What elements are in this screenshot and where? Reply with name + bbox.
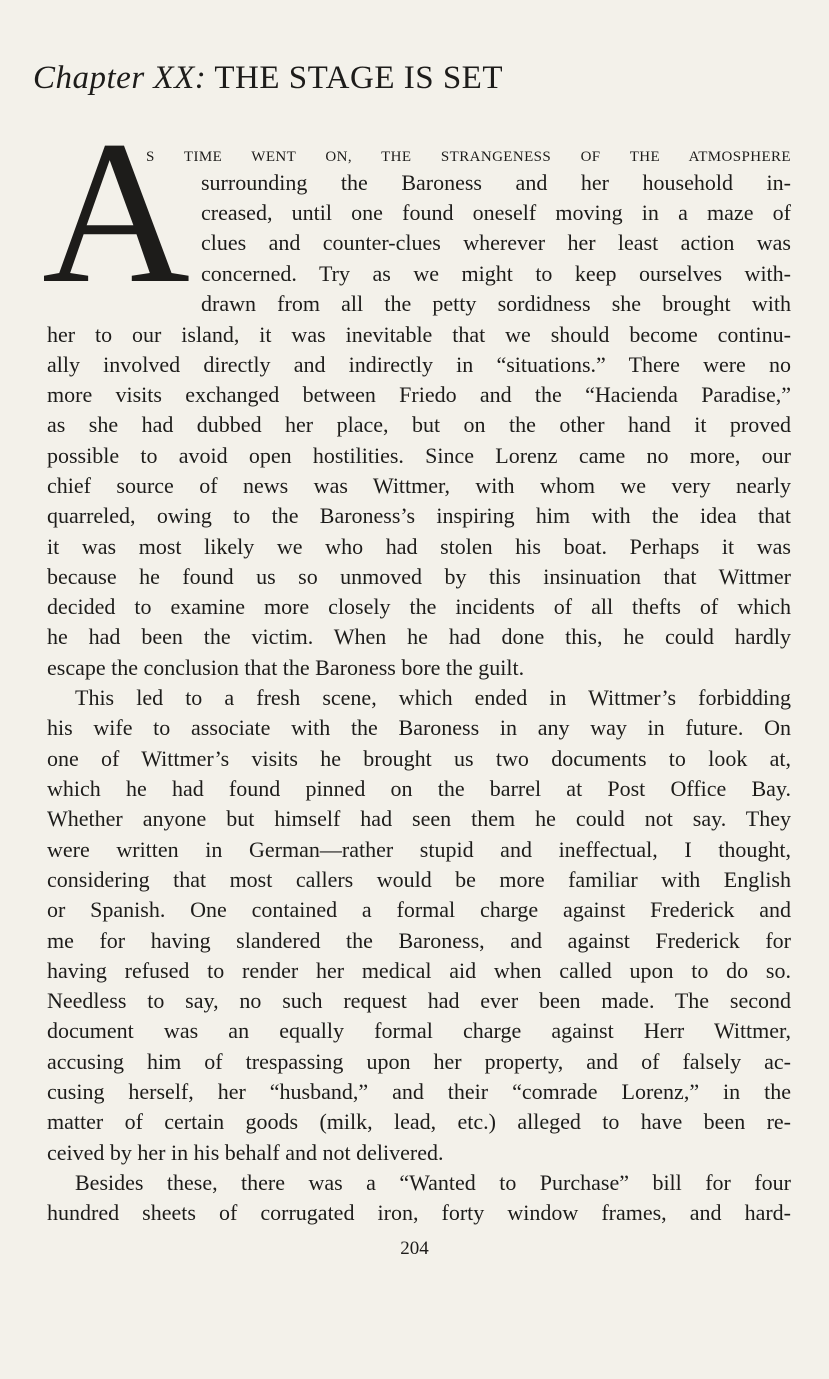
text-line: matter of certain goods (milk, lead, etc.) alleged to have been re- (47, 1109, 791, 1134)
chapter-heading (33, 56, 503, 100)
text-line: Needless to say, no such request had ever been made. The second (47, 988, 791, 1013)
text-line: document was an equally formal charge against Herr Wittmer, (47, 1018, 791, 1043)
text-line: cusing herself, her “husband,” and their “comrade Lorenz,” in the (47, 1079, 791, 1104)
text-line: considering that most callers would be more familiar with English (47, 867, 791, 892)
text-line: Whether anyone but himself had seen them he could not say. They (47, 806, 791, 831)
text-line: concerned. Try as we might to keep ourselves with- (201, 261, 791, 286)
text-line: as she had dubbed her place, but on the other hand it proved (47, 412, 791, 437)
chapter-title: THE STAGE IS SET (214, 60, 503, 96)
text-line: possible to avoid open hostilities. Since Lorenz came no more, our (47, 443, 791, 468)
text-line: clues and counter-clues wherever her least action was (201, 230, 791, 255)
opening-small-caps-line: S TIME WENT ON, THE STRANGENESS OF THE ATMOSPHERE (146, 149, 791, 165)
text-line: her to our island, it was inevitable that we should become continu- (47, 322, 791, 347)
chapter-label: Chapter XX: (33, 60, 207, 96)
text-line: or Spanish. One contained a formal charge against Frederick and (47, 897, 791, 922)
text-line: ally involved directly and indirectly in “situations.” There were no (47, 352, 791, 377)
drop-cap: A (42, 99, 191, 326)
text-line: Besides these, there was a “Wanted to Purchase” bill for four (75, 1170, 791, 1195)
text-line: were written in German—rather stupid and ineffectual, I thought, (47, 837, 791, 862)
text-line: accusing him of trespassing upon her property, and of falsely ac- (47, 1049, 791, 1074)
text-line: escape the conclusion that the Baroness bore the guilt. (47, 655, 525, 680)
text-line: drawn from all the petty sordidness she brought with (201, 291, 791, 316)
text-line: one of Wittmer’s visits he brought us two documents to look at, (47, 746, 791, 771)
text-line: decided to examine more closely the incidents of all thefts of which (47, 594, 791, 619)
text-line: having refused to render her medical aid when called upon to do so. (47, 958, 791, 983)
text-line: me for having slandered the Baroness, and against Frederick for (47, 928, 791, 953)
text-line: ceived by her in his behalf and not delivered. (47, 1140, 444, 1165)
text-line: it was most likely we who had stolen his boat. Perhaps it was (47, 534, 791, 559)
text-line: quarreled, owing to the Baroness’s inspiring him with the idea that (47, 503, 791, 528)
page-number: 204 (400, 1238, 429, 1259)
text-line: surrounding the Baroness and her household in- (201, 170, 791, 195)
text-line: This led to a fresh scene, which ended in Wittmer’s forbidding (75, 685, 791, 710)
text-line: chief source of news was Wittmer, with whom we very nearly (47, 473, 791, 498)
text-line: creased, until one found oneself moving in a maze of (201, 200, 791, 225)
text-line: which he had found pinned on the barrel at Post Office Bay. (47, 776, 791, 801)
text-line: his wife to associate with the Baroness in any way in future. On (47, 715, 791, 740)
text-line: more visits exchanged between Friedo and the “Hacienda Paradise,” (47, 382, 791, 407)
text-line: because he found us so unmoved by this insinuation that Wittmer (47, 564, 791, 589)
text-line: hundred sheets of corrugated iron, forty window frames, and hard- (47, 1200, 791, 1225)
text-line: he had been the victim. When he had done this, he could hardly (47, 624, 791, 649)
